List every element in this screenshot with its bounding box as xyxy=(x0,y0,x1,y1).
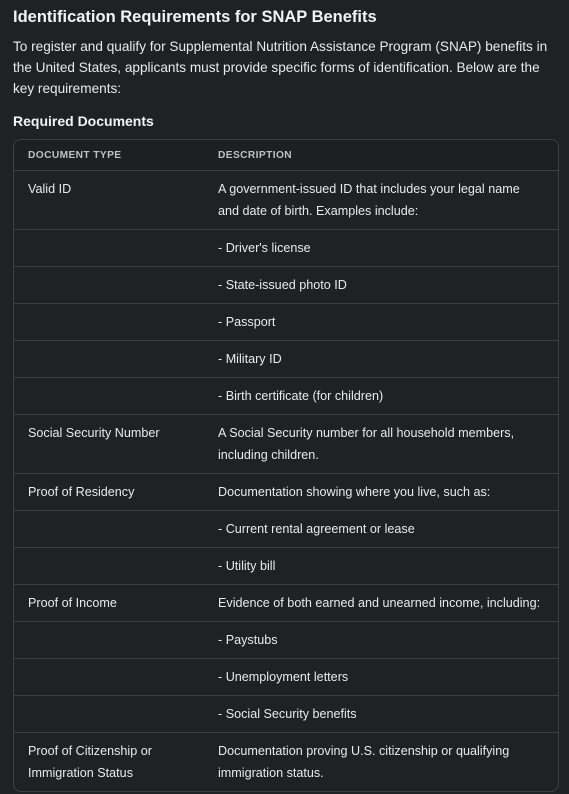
table-row xyxy=(14,548,558,585)
page-title: Identification Requirements for SNAP Benefits xyxy=(13,8,377,26)
cell-document-type xyxy=(14,511,204,548)
chat-response xyxy=(13,6,559,792)
cell-description: - Driver's license xyxy=(204,230,558,267)
table-row xyxy=(14,474,558,511)
table-row xyxy=(14,415,558,474)
cell-document-type: Proof of Income xyxy=(14,585,204,622)
cell-document-type: Valid ID xyxy=(28,182,72,196)
cell-description: Evidence of both earned and unearned income, including: xyxy=(204,585,558,622)
table-row xyxy=(14,511,558,548)
table-row xyxy=(14,304,558,341)
cell-description: - Passport xyxy=(204,304,558,341)
cell-description: Documentation showing where you live, such as: xyxy=(204,474,558,511)
header-description: DESCRIPTION xyxy=(204,140,558,171)
section-title: Required Documents xyxy=(13,113,154,129)
table-row xyxy=(14,230,558,267)
cell-description: - Birth certificate (for children) xyxy=(204,378,558,415)
table-row xyxy=(14,622,558,659)
intro-paragraph: To register and qualify for Supplemental Nutrition Assistance Program (SNAP) benefits in the United States, applicants must provide specific forms of identification. Below are the key requirements: xyxy=(13,39,548,96)
table-row xyxy=(14,171,558,230)
cell-description: A government-issued ID that includes your legal name and date of birth. Examples include: xyxy=(218,182,520,218)
requirements-table-container xyxy=(13,139,559,792)
cell-description: - Current rental agreement or lease xyxy=(204,511,558,548)
table-header-row xyxy=(14,140,558,171)
cell-document-type xyxy=(14,230,204,267)
cell-document-type xyxy=(14,548,204,585)
cell-document-type: Proof of Citizenship or Immigration Status xyxy=(14,733,204,792)
header-document-type: DOCUMENT TYPE xyxy=(14,140,204,171)
cell-document-type xyxy=(14,304,204,341)
cell-description: - Unemployment letters xyxy=(204,659,558,696)
table-row xyxy=(14,696,558,733)
cell-description: A Social Security number for all household members, including children. xyxy=(204,415,558,474)
cell-document-type: Social Security Number xyxy=(14,415,204,474)
cell-document-type xyxy=(14,696,204,733)
requirements-table xyxy=(14,140,558,791)
cell-description: - Military ID xyxy=(204,341,558,378)
cell-description: Documentation proving U.S. citizenship or qualifying immigration status. xyxy=(204,733,558,792)
cell-description: - Social Security benefits xyxy=(204,696,558,733)
cell-document-type xyxy=(14,341,204,378)
cell-document-type xyxy=(14,659,204,696)
cell-document-type: Proof of Residency xyxy=(14,474,204,511)
cell-description: - State-issued photo ID xyxy=(204,267,558,304)
cell-document-type xyxy=(14,622,204,659)
table-row xyxy=(14,733,558,792)
table-row xyxy=(14,378,558,415)
cell-description: - Utility bill xyxy=(204,548,558,585)
table-row xyxy=(14,267,558,304)
table-row xyxy=(14,659,558,696)
cell-document-type xyxy=(14,378,204,415)
table-row xyxy=(14,585,558,622)
cell-document-type xyxy=(14,267,204,304)
table-row xyxy=(14,341,558,378)
cell-description: - Paystubs xyxy=(204,622,558,659)
